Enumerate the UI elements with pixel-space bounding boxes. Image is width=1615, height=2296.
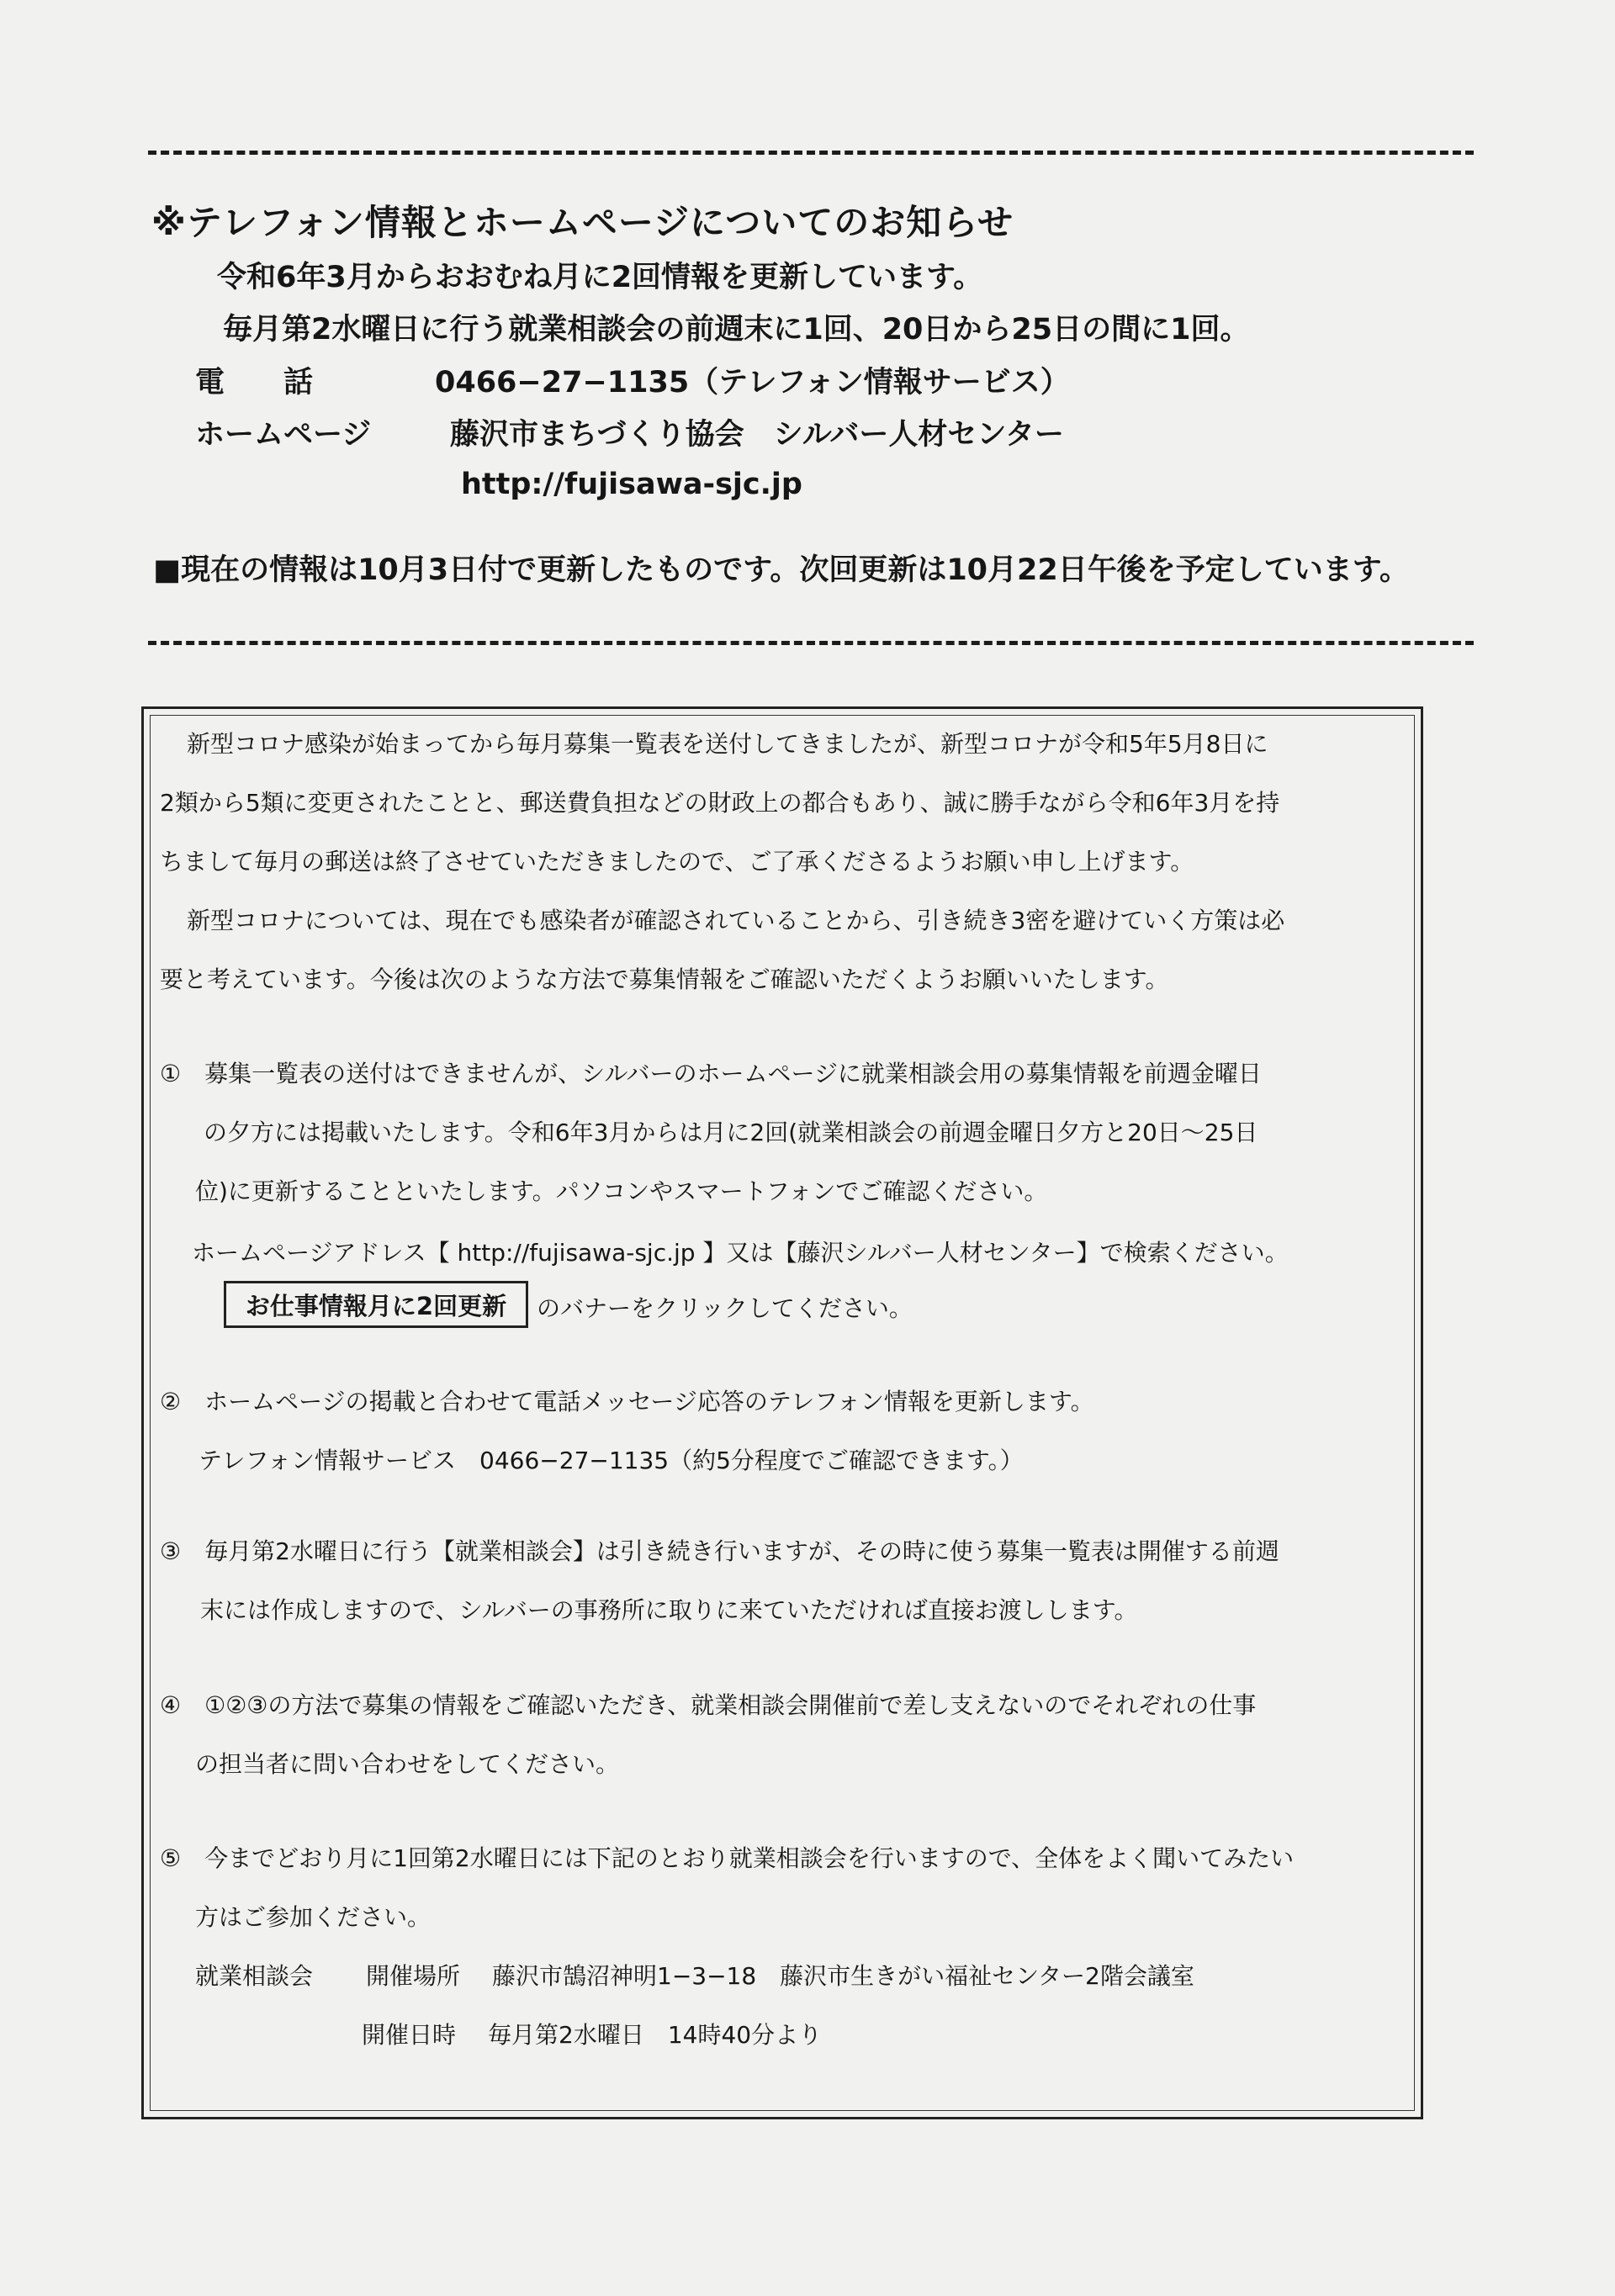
intro-line-4: 新型コロナについては、現在でも感染者が確認されていることから、引き続き3密を避けていく方策は必 — [187, 907, 1285, 934]
update-frequency-text: 令和6年3月からおおむね月に2回情報を更新しています。 — [217, 261, 983, 294]
phone-number: 0466−27−1135（テレフォン情報サービス） — [435, 366, 1070, 399]
item3-line-2: 末には作成しますので、シルバーの事務所に取りに来ていただければ直接お渡しします。 — [200, 1596, 1138, 1624]
item1-line-2: の夕方には掲載いたします。令和6年3月からは月に2回(就業相談会の前週金曜日夕方と20日～25日 — [204, 1119, 1258, 1146]
consult-time-label: 開催日時 — [362, 2021, 457, 2049]
notice-title: ※テレフォン情報とホームページについてのお知らせ — [151, 202, 1014, 243]
current-update-notice: ■現在の情報は10月3日付で更新したものです。次回更新は10月22日午後を予定しています。 — [153, 553, 1409, 587]
item1-line-1: ① 募集一覧表の送付はできませんが、シルバーのホームページに就業相談会用の募集情報を前週金曜日 — [160, 1060, 1262, 1087]
item4-line-2: の担当者に問い合わせをしてください。 — [195, 1750, 620, 1778]
intro-line-3: ちまして毎月の郵送は終了させていただきましたので、ご了承くださるようお願い申し上げます。 — [160, 848, 1194, 876]
item5-line-2: 方はご参加ください。 — [195, 1903, 432, 1931]
bottom-dashed-divider — [148, 641, 1474, 645]
phone-label: 電 話 — [195, 366, 314, 399]
consult-place-value: 藤沢市鵠沼神明1−3−18 藤沢市生きがい福祉センター2階会議室 — [492, 1962, 1194, 1990]
top-dashed-divider — [148, 151, 1474, 155]
homepage-url[interactable]: http://fujisawa-sjc.jp — [461, 468, 802, 501]
consult-place-label: 開催場所 — [366, 1962, 461, 1990]
intro-line-2: 2類から5類に変更されたことと、郵送費負担などの財政上の都合もあり、誠に勝手ながら令和6年3月を持 — [160, 789, 1280, 817]
consult-label: 就業相談会 — [195, 1962, 314, 1990]
item1-address-line: ホームページアドレス【 http://fujisawa-sjc.jp 】又は【藤沢シルバー人材センター】で検索ください。 — [192, 1239, 1289, 1267]
consult-time-value: 毎月第2水曜日 14時40分より — [488, 2021, 823, 2049]
item1-line-3: 位)に更新することといたします。パソコンやスマートフォンでご確認ください。 — [195, 1177, 1048, 1205]
job-info-banner[interactable]: お仕事情報月に2回更新 — [224, 1281, 528, 1328]
homepage-org: 藤沢市まちづくり協会 シルバー人材センター — [450, 418, 1064, 452]
item5-line-1: ⑤ 今までどおり月に1回第2水曜日には下記のとおり就業相談会を行いますので、全体をよく聞いてみたい — [160, 1844, 1295, 1872]
homepage-label: ホームページ — [195, 418, 372, 452]
intro-line-5: 要と考えています。今後は次のような方法で募集情報をご確認いただくようお願いいたします。 — [160, 965, 1169, 993]
banner-instruction: のバナーをクリックしてください。 — [537, 1294, 913, 1322]
item2-line-1: ② ホームページの掲載と合わせて電話メッセージ応答のテレフォン情報を更新します。 — [160, 1388, 1094, 1415]
item4-line-1: ④ ①②③の方法で募集の情報をご確認いただき、就業相談会開催前で差し支えないのでそれぞれの仕事 — [160, 1691, 1257, 1719]
intro-line-1: 新型コロナ感染が始まってから毎月募集一覧表を送付してきましたが、新型コロナが令和5年5月8日に — [187, 730, 1268, 758]
update-schedule-text: 毎月第2水曜日に行う就業相談会の前週末に1回、20日から25日の間に1回。 — [223, 313, 1250, 347]
item2-line-2: テレフォン情報サービス 0466−27−1135（約5分程度でご確認できます。） — [199, 1447, 1024, 1474]
item3-line-1: ③ 毎月第2水曜日に行う【就業相談会】は引き続き行いますが、その時に使う募集一覧表は開催する前週 — [160, 1537, 1279, 1565]
